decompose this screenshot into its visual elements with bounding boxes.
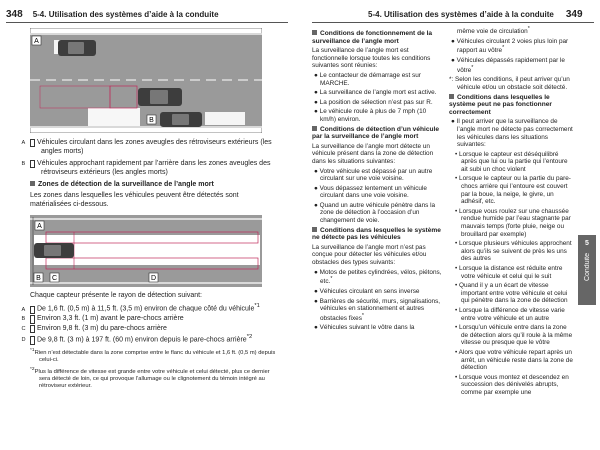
left-page-number: 348 xyxy=(6,8,23,20)
blind-spot-diagram-1 xyxy=(30,28,262,133)
list-item: ● Votre véhicule est dépassé par un autre circulant sur une voie voisine. xyxy=(314,167,433,183)
left-column-lower xyxy=(21,291,280,392)
list-item: ● Véhicules circulant en sens inverse xyxy=(314,287,420,295)
list-item: • Lorsque vous roulez sur une chaussée rendue humide par l’eau stagnante par mauvais temps (forte pluie, neige ou brouillard par exemple) xyxy=(455,207,571,238)
list-item: • Quand il y a un écart de vitesse important entre votre véhicule et celui qui pénètre dans la zone de détection xyxy=(455,282,568,305)
own-car xyxy=(138,88,182,106)
list-item: • Lorsque le capteur est déséquilibré après que lui ou la partie qui l’entoure ait subi un choc violent xyxy=(455,150,568,173)
left-column-upper xyxy=(21,138,280,212)
zones-heading: Zones de détection de la surveillance de l’angle mort xyxy=(30,180,280,189)
middle-column xyxy=(312,30,442,334)
detection-note: *: Selon les conditions, il peut arriver qu’un véhicule et/ou un obstacle soit détecté. xyxy=(449,76,570,91)
diagram1-label-a: A xyxy=(34,38,39,45)
list-item: • Lorsqu’un véhicule entre dans la zone de détection alors qu’il roule à la même vitesse ou presque que le vôtre xyxy=(455,324,573,347)
right-column xyxy=(449,26,575,399)
range-item-c: C Environ 9,8 ft. (3 m) du pare-chocs arrière xyxy=(21,324,167,332)
car-ahead xyxy=(58,40,96,56)
list-item: ● Véhicules circulant 2 voies plus loin par rapport au vôtre* xyxy=(451,37,569,55)
list-item: ● Barrières de sécurité, murs, signalisations, véhicules en stationnement et autres obstacles fixes* xyxy=(314,297,441,322)
non-detection-intro: La surveillance de l’angle mort n’est pas conçue pour détecter les véhicules et/ou obstacles des types suivants: xyxy=(312,243,427,267)
sensor-intro: Chaque capteur présente le rayon de détection suivant: xyxy=(30,292,203,299)
list-item: • Lorsque le capteur ou la partie du pare-chocs arrière qui l’entoure est couvert par la boue, la neige, le givre, un adhésif, etc. xyxy=(455,175,571,206)
left-header-rule xyxy=(6,22,288,23)
right-page-number: 349 xyxy=(565,8,583,20)
malfunction-intro: ● Il peut arriver que la surveillance de l’angle mort ne détecte pas correctement les véhicules dans les situations suivantes: xyxy=(451,118,573,149)
footnote-1: $^{*1}$Rien n’est détectable dans la zone comprise entre le flanc du véhicule et 1,6 ft. (0,5 m) depuis celui-ci. xyxy=(30,347,276,363)
chapter-label: Conduite xyxy=(583,253,591,282)
list-item: • Lorsque vous montez et descendez en succession des dénivelés abrupts, comme par exemple une xyxy=(455,373,569,396)
legend-item-a: A Véhicules circulant dans les zones aveugles des rétroviseurs extérieurs (les angles morts) xyxy=(21,139,272,156)
diagram2-label-a: A xyxy=(37,223,42,230)
left-header xyxy=(6,6,219,22)
diagram2-label-c: C xyxy=(51,275,58,282)
detection-conditions-intro: La surveillance de l’angle mort détecte un véhicule présent dans la zone de détection dans les situations suivantes: xyxy=(312,142,434,165)
range-item-a: A De 1,6 ft. (0,5 m) à 11,5 ft. (3,5 m) environ de chaque côté du véhicule$^{*1}$ xyxy=(21,303,260,313)
list-item: ● Le véhicule roule à plus de 7 mph (10 km/h) environ. xyxy=(314,108,427,123)
list-item: ● Quand un autre véhicule pénètre dans la zone de détection à l’occasion d’un changement de voie. xyxy=(314,201,436,225)
chapter-side-tab xyxy=(578,235,596,305)
detection-zones-diagram xyxy=(30,215,262,287)
diagram2-label-d: D xyxy=(150,275,157,282)
diagram1-label-b: B xyxy=(149,117,154,124)
own-car-top-view xyxy=(34,243,74,258)
legend-item-b: B Véhicules approchant rapidement par l’arrière dans les zones aveugles des rétroviseurs extérieurs (les angles morts) xyxy=(21,159,271,177)
operating-conditions-heading: Conditions de fonctionnement de la surveillance de l’angle mort xyxy=(312,30,433,45)
list-item: • Lorsque la distance est réduite entre votre véhicule et celui qui le suit xyxy=(455,265,563,280)
chapter-number: 5 xyxy=(585,240,589,247)
list-item: ● La position de sélection n’est pas sur R. xyxy=(314,98,433,106)
list-item: ● Motos de petites cylindrées, vélos, piétons, etc.* xyxy=(314,268,442,286)
zones-intro: Les zones dans lesquelles les véhicules peuvent être détectés sont matérialisées ci-dessous. xyxy=(30,192,239,209)
list-item: ● Vous dépassez lentement un véhicule circulant dans une voie voisine. xyxy=(314,184,427,200)
list-item: • Lorsque plusieurs véhicules approchent alors qu’ils se suivent de près les uns des autres xyxy=(455,240,572,263)
list-item: ● Véhicules suivant le vôtre dans la xyxy=(314,324,415,332)
list-item: • Lorsque la différence de vitesse varie entre votre véhicule et un autre xyxy=(455,306,565,322)
diagram2-label-b: B xyxy=(36,275,41,282)
car-approaching xyxy=(160,112,202,127)
list-item: ● Véhicules dépassés rapidement par le vôtre* xyxy=(451,57,565,74)
list-item: ● Le contacteur de démarrage est sur MARCHE. xyxy=(314,71,421,87)
left-header-title: 5-4. Utilisation des systèmes d’aide à la conduite xyxy=(32,9,219,19)
non-detection-heading: Conditions dans lesquelles le système ne détecte pas les véhicules xyxy=(312,226,441,242)
range-item-b: B Environ 3,3 ft. (1 m) avant le pare-chocs arrière xyxy=(21,315,184,323)
detection-conditions-heading: Conditions de détection d’un véhicule par la surveillance de l’angle mort xyxy=(312,125,440,141)
operating-conditions-intro: La surveillance de l’angle mort est fonctionnelle lorsque toutes les conditions suivantes sont réunies: xyxy=(312,47,431,70)
list-item: • Alors que votre véhicule repart après un arrêt, un véhicule reste dans la zone de détection xyxy=(455,348,573,372)
footnote-2: $^{*2}$Plus la différence de vitesse est grande entre votre véhicule et celui détecté, plus ce dernier sera détecté de loin, ce qui provoque l’allumage ou le clignotement du témoin intégré au rétroviseur extérieur. xyxy=(30,366,270,389)
malfunction-conditions-heading: Conditions dans lesquelles le système peut ne pas fonctionner correctement xyxy=(449,93,552,116)
right-header-title: 5-4. Utilisation des systèmes d’aide à la conduite xyxy=(368,9,554,19)
list-item: ● La surveillance de l’angle mort est active. xyxy=(314,89,437,97)
continuation-text: même voie de circulation* xyxy=(457,26,530,36)
right-header xyxy=(368,6,583,22)
range-item-d: D De 9,8 ft. (3 m) à 197 ft. (60 m) environ depuis le pare-chocs arrière$^{*2}$ xyxy=(21,333,253,344)
right-header-rule xyxy=(312,22,594,23)
